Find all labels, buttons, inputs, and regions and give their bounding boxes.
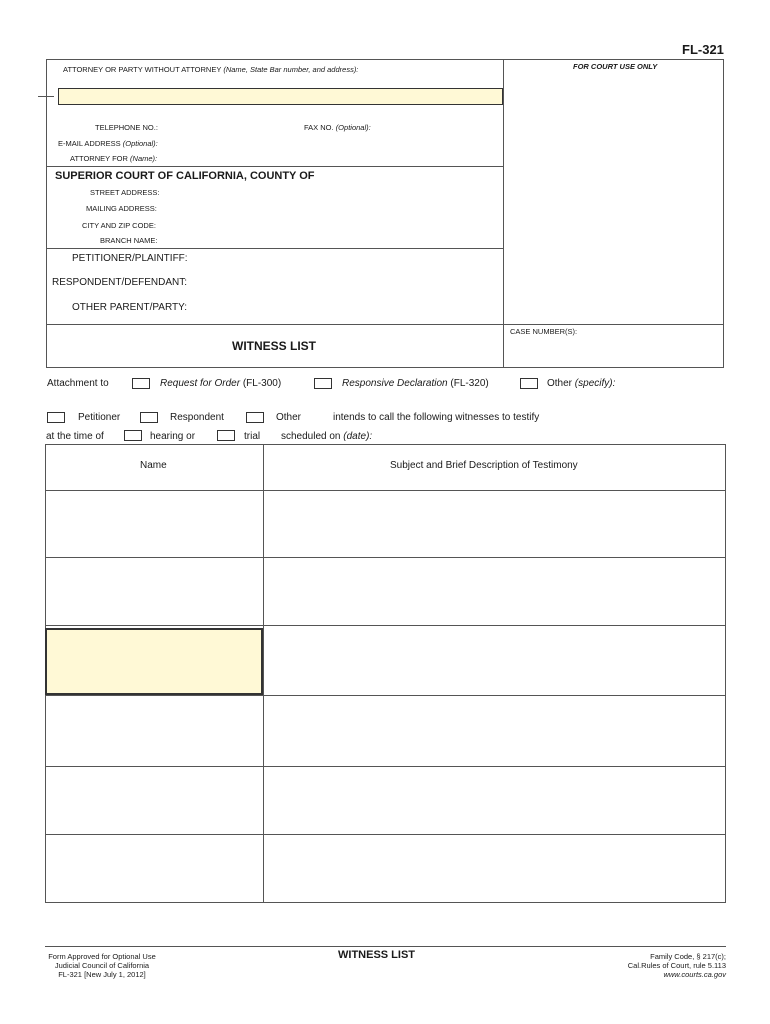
- witness-name-cell-5[interactable]: [46, 767, 263, 834]
- witness-name-cell-4[interactable]: [46, 696, 263, 766]
- attachment-other-label: Other (specify):: [547, 378, 616, 389]
- city-zip-label: CITY AND ZIP CODE:: [82, 221, 156, 230]
- name-column-header: Name: [140, 460, 167, 471]
- request-for-order-label: Request for Order (FL-300): [160, 378, 282, 389]
- witness-list-title: WITNESS LIST: [232, 339, 316, 353]
- respondent-label: RESPONDENT/DEFENDANT:: [52, 277, 188, 288]
- attorney-for-label: ATTORNEY FOR (Name):: [70, 154, 158, 163]
- petitioner-option-label: Petitioner: [78, 412, 121, 423]
- mailing-address-label: MAILING ADDRESS:: [86, 204, 157, 213]
- responsive-declaration-checkbox[interactable]: [314, 378, 332, 389]
- caption-box: [46, 59, 724, 368]
- witness-name-cell-3[interactable]: [45, 628, 263, 695]
- fax-label: FAX NO. (Optional):: [304, 123, 371, 132]
- intent-other-checkbox[interactable]: [246, 412, 264, 423]
- hearing-checkbox[interactable]: [124, 430, 142, 441]
- respondent-checkbox[interactable]: [140, 412, 158, 423]
- other-party-label: OTHER PARENT/PARTY:: [72, 302, 188, 313]
- subject-column-header: Subject and Brief Description of Testimony: [390, 460, 578, 471]
- telephone-label: TELEPHONE NO.:: [95, 123, 158, 132]
- email-label: E-MAIL ADDRESS (Optional):: [58, 139, 158, 148]
- attorney-label: ATTORNEY OR PARTY WITHOUT ATTORNEY (Name, State Bar number, and address):: [63, 65, 359, 74]
- petitioner-label: PETITIONER/PLAINTIFF:: [72, 253, 188, 264]
- courts-website-link[interactable]: www.courts.ca.gov: [663, 970, 726, 979]
- scheduled-text: scheduled on (date):: [281, 431, 373, 442]
- footer-left: Form Approved for Optional Use Judicial Council of California FL-321 [New July 1, 2012]: [48, 952, 156, 979]
- witness-testimony-cell-6[interactable]: [264, 835, 725, 902]
- attachment-label: Attachment to: [47, 378, 109, 389]
- intends-text: intends to call the following witnesses to testify: [333, 412, 540, 423]
- witness-testimony-cell-2[interactable]: [264, 558, 725, 625]
- form-number: FL-321: [682, 42, 724, 57]
- intent-other-label: Other: [276, 412, 302, 423]
- witness-testimony-cell-1[interactable]: [264, 491, 725, 557]
- witness-name-cell-6[interactable]: [46, 835, 263, 902]
- hearing-text: hearing or: [150, 431, 196, 442]
- footer-title: WITNESS LIST: [338, 949, 415, 961]
- footer-right: Family Code, § 217(c); Cal.Rules of Court, rule 5.113 www.courts.ca.gov: [560, 952, 726, 979]
- trial-text: trial: [244, 431, 261, 442]
- street-address-label: STREET ADDRESS:: [90, 188, 160, 197]
- witness-name-cell-2[interactable]: [46, 558, 263, 625]
- responsive-declaration-label: Responsive Declaration (FL-320): [342, 378, 489, 389]
- branch-name-label: BRANCH NAME:: [100, 236, 158, 245]
- attorney-name-field[interactable]: [58, 88, 503, 105]
- respondent-option-label: Respondent: [170, 412, 224, 423]
- court-title: SUPERIOR COURT OF CALIFORNIA, COUNTY OF: [55, 170, 315, 182]
- petitioner-checkbox[interactable]: [47, 412, 65, 423]
- court-use-label: FOR COURT USE ONLY: [573, 62, 658, 71]
- witness-name-cell-1[interactable]: [46, 491, 263, 557]
- at-time-text: at the time of: [46, 431, 104, 442]
- case-number-label: CASE NUMBER(S):: [510, 327, 578, 336]
- witness-testimony-cell-4[interactable]: [264, 696, 725, 766]
- witness-testimony-cell-3[interactable]: [264, 626, 725, 695]
- request-for-order-checkbox[interactable]: [132, 378, 150, 389]
- trial-checkbox[interactable]: [217, 430, 235, 441]
- attachment-other-checkbox[interactable]: [520, 378, 538, 389]
- witness-testimony-cell-5[interactable]: [264, 767, 725, 834]
